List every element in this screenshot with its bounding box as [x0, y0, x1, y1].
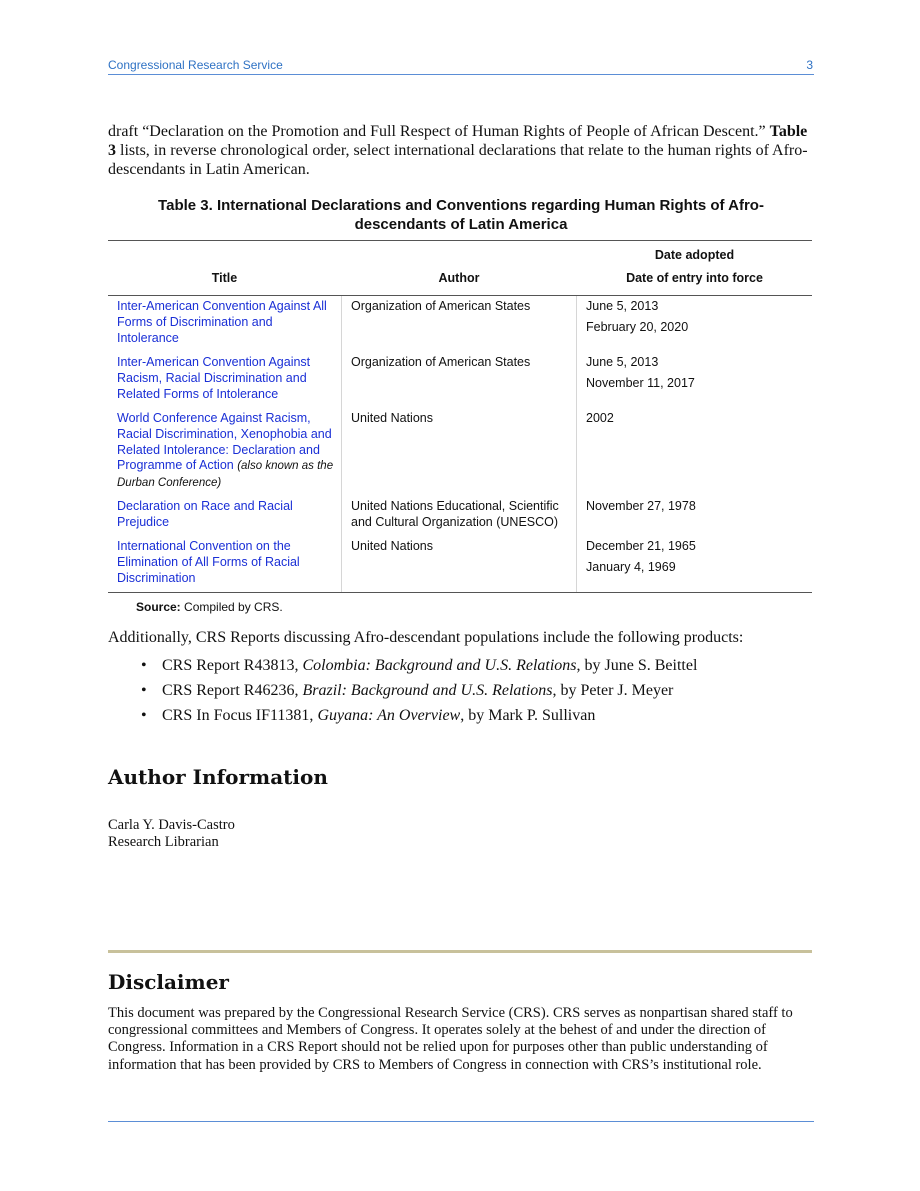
date-entry: January 4, 1969: [586, 559, 676, 574]
report-suffix: , by Mark P. Sullivan: [460, 707, 596, 724]
date-adopted: November 27, 1978: [586, 499, 696, 513]
declaration-link[interactable]: World Conference Against Racism, Racial Discrimination, Xenophobia and Related Intolerance: Declaration and Programme of Action: [117, 411, 332, 473]
report-prefix: CRS Report R46236,: [162, 682, 303, 699]
report-suffix: , by Peter J. Meyer: [552, 682, 674, 699]
declaration-link[interactable]: Inter-American Convention Against All Forms of Discrimination and Intolerance: [117, 299, 327, 345]
table-row-author: Organization of American States: [351, 299, 531, 313]
author-information-heading: Author Information: [108, 765, 328, 789]
column-header-date-entry: Date of entry into force: [626, 271, 763, 285]
disclaimer-heading: Disclaimer: [108, 970, 229, 994]
table-row-title[interactable]: [117, 499, 337, 531]
report-title[interactable]: Guyana: An Overview: [317, 707, 461, 724]
table-row-title[interactable]: [117, 299, 337, 346]
table-row-author: Organization of American States: [351, 355, 531, 369]
report-title[interactable]: Brazil: Background and U.S. Relations: [302, 682, 553, 699]
table-top-rule: [108, 240, 812, 241]
table-row-author: United Nations: [351, 539, 433, 553]
related-reports-list: [108, 656, 808, 731]
table-row-dates: [586, 355, 806, 392]
table-reference[interactable]: Table 3: [108, 123, 808, 159]
intro-paragraph: [108, 122, 808, 179]
table-row-dates: [586, 299, 806, 336]
table-row-title[interactable]: [117, 539, 337, 586]
table-row-title[interactable]: [117, 411, 337, 492]
table-row-dates: [586, 499, 806, 515]
bullet-icon: •: [141, 707, 147, 724]
header-publisher: Congressional Research Service: [108, 58, 283, 72]
column-header-title: Title: [211, 271, 238, 285]
table-bottom-rule: [108, 592, 812, 593]
list-item: [108, 656, 808, 681]
list-item: [108, 681, 808, 706]
disclaimer-divider: [108, 950, 812, 953]
date-adopted: June 5, 2013: [586, 355, 659, 369]
disclaimer-body: This document was prepared by the Congressional Research Service (CRS). CRS serves as nonpartisan shared staff to congressional committees and Members of Congress. It operates solely at the behest of and under the direction of Congress. Information in a CRS Report should not be relied upon for purposes other than public understanding of information that has been provided by CRS to Members of Congress in connection with CRS’s institutional role.: [108, 1005, 793, 1073]
report-title[interactable]: Colombia: Background and U.S. Relations: [302, 657, 577, 674]
column-header-date-adopted: Date adopted: [654, 248, 735, 262]
intro-text-1: draft “Declaration on the Promotion and Full Respect of Human Rights of People of African Descent.”: [108, 123, 770, 140]
table-header-rule: [108, 295, 812, 296]
date-adopted: June 5, 2013: [586, 299, 659, 313]
source-label: Source:: [136, 600, 181, 614]
page-number: 3: [806, 58, 813, 72]
table-source: [136, 600, 283, 614]
source-text: Compiled by CRS.: [180, 600, 283, 614]
footer-rule: [108, 1121, 814, 1122]
table-row-dates: [586, 411, 806, 427]
report-prefix: CRS In Focus IF11381,: [162, 707, 318, 724]
date-adopted: December 21, 1965: [586, 539, 696, 553]
table-row-author: United Nations: [351, 411, 433, 425]
report-suffix: , by June S. Beittel: [576, 657, 698, 674]
declaration-link[interactable]: Declaration on Race and Racial Prejudice: [117, 499, 293, 529]
running-header: [108, 58, 813, 74]
author-role: Research Librarian: [108, 834, 219, 850]
header-rule: [108, 74, 814, 75]
table-row-author: United Nations Educational, Scientific and Cultural Organization (UNESCO): [351, 499, 559, 529]
table-row-title[interactable]: [117, 355, 337, 402]
date-adopted: 2002: [586, 411, 614, 425]
column-header-author: Author: [438, 271, 480, 285]
column-divider: [576, 296, 577, 592]
date-entry: November 11, 2017: [586, 375, 695, 390]
table-caption-line-1: Table 3. International Declarations and Conventions regarding Human Rights of Afro-: [158, 197, 764, 214]
declaration-link[interactable]: International Convention on the Elimination of All Forms of Racial Discrimination: [117, 539, 300, 585]
author-name: Carla Y. Davis-Castro: [108, 817, 235, 833]
list-item: [108, 706, 808, 731]
table-caption: [118, 196, 804, 234]
table-row-dates: [586, 539, 806, 576]
column-divider: [341, 296, 342, 592]
date-entry: February 20, 2020: [586, 319, 689, 334]
bullet-icon: •: [141, 657, 147, 674]
report-prefix: CRS Report R43813,: [162, 657, 303, 674]
additional-paragraph: Additionally, CRS Reports discussing Afro-descendant populations include the following products:: [108, 629, 744, 646]
title-note: (also known as the Durban Conference): [117, 460, 334, 490]
declaration-link[interactable]: Inter-American Convention Against Racism, Racial Discrimination and Related Forms of Intolerance: [117, 355, 311, 401]
table-caption-line-2: descendants of Latin America: [354, 216, 568, 233]
bullet-icon: •: [141, 682, 147, 699]
intro-text-2: lists, in reverse chronological order, select international declarations that relate to the human rights of Afro-descendants in Latin American.: [108, 142, 808, 178]
